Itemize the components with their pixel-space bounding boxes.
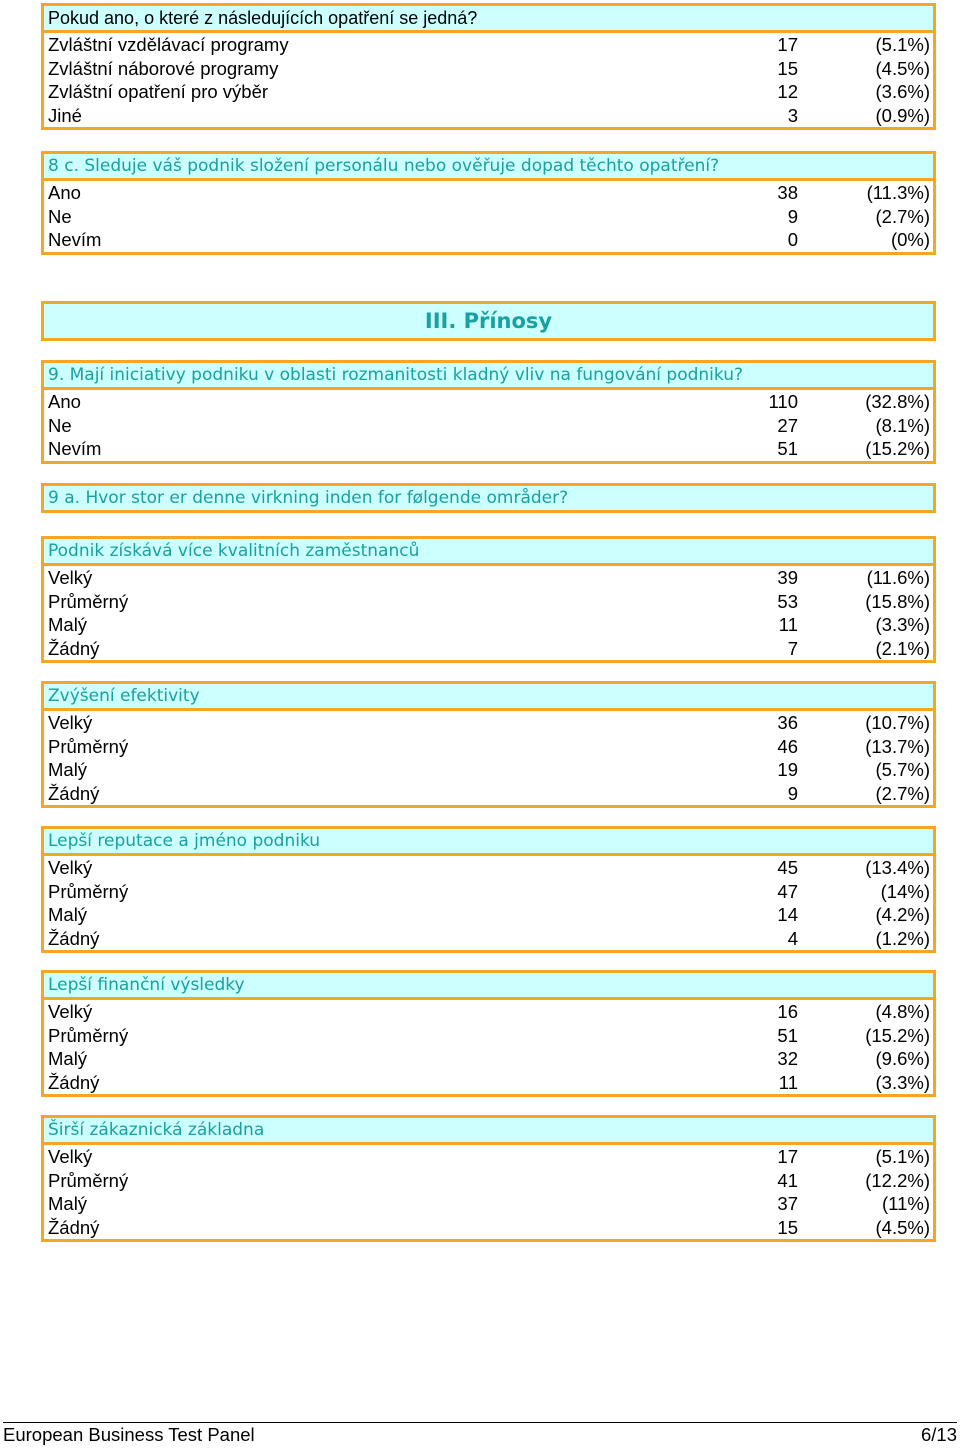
answer-row <box>44 1047 933 1071</box>
answer-percent: (3.6%) <box>875 81 930 103</box>
answer-count: 15 <box>777 1216 798 1238</box>
answer-count: 51 <box>777 438 798 460</box>
answer-percent: (2.7%) <box>875 205 930 227</box>
answer-percent: (4.2%) <box>875 904 930 926</box>
answer-label: Žádný <box>48 782 100 804</box>
answer-count: 39 <box>777 567 798 588</box>
answer-percent: (5.7%) <box>875 759 930 781</box>
answer-count: 11 <box>778 614 798 636</box>
answer-count: 12 <box>777 81 798 103</box>
answer-count: 45 <box>777 857 798 878</box>
impact-efficiency-heading: Zvýšení efektivity <box>44 684 933 711</box>
answer-label: Velký <box>48 857 93 878</box>
answer-percent: (3.3%) <box>875 1071 930 1093</box>
answer-label: Průměrný <box>48 1169 129 1191</box>
question-9-rows <box>44 390 933 461</box>
answer-row <box>44 1024 933 1048</box>
impact-customer-base-rows <box>44 1145 933 1239</box>
answer-count: 15 <box>777 57 798 79</box>
answer-count: 51 <box>777 1024 798 1046</box>
answer-label: Malý <box>48 904 88 926</box>
answer-row <box>44 1216 933 1240</box>
answer-row <box>44 390 933 414</box>
measures-rows <box>44 33 933 127</box>
answer-percent: (0%) <box>890 229 930 251</box>
answer-percent: (12.2%) <box>865 1169 930 1191</box>
question-8c-heading: 8 c. Sleduje váš podnik složení personálu nebo ověřuje dopad těchto opatření? <box>44 154 933 181</box>
answer-row <box>44 437 933 461</box>
answer-row <box>44 1192 933 1216</box>
answer-count: 38 <box>777 182 798 203</box>
impact-financial-rows <box>44 1000 933 1094</box>
answer-percent: (0.9%) <box>875 104 930 126</box>
answer-row <box>44 590 933 614</box>
answer-label: Nevím <box>48 438 102 460</box>
impact-reputation-rows <box>44 856 933 950</box>
answer-count: 9 <box>787 782 798 804</box>
answer-count: 47 <box>777 880 798 902</box>
answer-count: 7 <box>787 637 798 659</box>
answer-percent: (9.6%) <box>875 1048 930 1070</box>
answer-label: Průměrný <box>48 1024 129 1046</box>
measures-heading: Pokud ano, o které z následujících opatření se jedná? <box>44 6 933 33</box>
answer-row <box>44 711 933 735</box>
answer-count: 41 <box>777 1169 798 1191</box>
page-footer <box>3 1422 957 1447</box>
answer-label: Žádný <box>48 637 100 659</box>
answer-count: 3 <box>787 104 798 126</box>
answer-label: Průměrný <box>48 735 129 757</box>
question-9a-block <box>41 483 936 513</box>
answer-percent: (15.2%) <box>865 438 930 460</box>
answer-label: Žádný <box>48 927 100 949</box>
answer-row <box>44 566 933 590</box>
answer-count: 32 <box>777 1048 798 1070</box>
answer-percent: (2.7%) <box>875 782 930 804</box>
question-8c-rows <box>44 181 933 252</box>
answer-percent: (11%) <box>882 1193 930 1215</box>
answer-count: 11 <box>778 1071 798 1093</box>
question-9a-heading: 9 a. Hvor stor er denne virkning inden for følgende områder? <box>44 486 933 510</box>
answer-row <box>44 104 933 128</box>
answer-row <box>44 856 933 880</box>
answer-percent: (2.1%) <box>875 637 930 659</box>
answer-label: Malý <box>48 614 88 636</box>
answer-row <box>44 205 933 229</box>
answer-row <box>44 1000 933 1024</box>
answer-label: Zvláštní opatření pro výběr <box>48 81 269 103</box>
impact-reputation-block <box>41 826 936 953</box>
answer-label: Ano <box>48 182 81 203</box>
answer-count: 36 <box>777 712 798 733</box>
answer-label: Zvláštní vzdělávací programy <box>48 34 289 55</box>
answer-percent: (4.5%) <box>875 57 930 79</box>
answer-percent: (4.5%) <box>875 1216 930 1238</box>
answer-label: Průměrný <box>48 880 129 902</box>
measures-block <box>41 3 936 130</box>
answer-count: 27 <box>777 414 798 436</box>
page-number: 6/13 <box>920 1424 957 1445</box>
answer-count: 17 <box>777 34 798 55</box>
impact-customer-base-block <box>41 1115 936 1242</box>
answer-percent: (15.2%) <box>865 1024 930 1046</box>
answer-label: Jiné <box>48 104 82 126</box>
answer-row <box>44 33 933 57</box>
answer-row <box>44 758 933 782</box>
answer-label: Malý <box>48 1048 88 1070</box>
answer-label: Žádný <box>48 1216 100 1238</box>
impact-quality-employees-heading: Podnik získává více kvalitních zaměstnanců <box>44 539 933 566</box>
answer-label: Velký <box>48 1146 93 1167</box>
answer-row <box>44 637 933 661</box>
part-title: III. Přínosy <box>41 301 936 341</box>
answer-percent: (11.3%) <box>866 182 930 203</box>
footer-title: European Business Test Panel <box>3 1424 255 1445</box>
answer-label: Zvláštní náborové programy <box>48 57 279 79</box>
answer-label: Ano <box>48 391 81 412</box>
question-9-heading: 9. Mají iniciativy podniku v oblasti rozmanitosti kladný vliv na fungování podniku? <box>44 363 933 390</box>
answer-percent: (5.1%) <box>875 34 930 55</box>
answer-percent: (1.2%) <box>875 927 930 949</box>
answer-label: Velký <box>48 567 93 588</box>
answer-percent: (5.1%) <box>875 1146 930 1167</box>
answer-row <box>44 927 933 951</box>
answer-row <box>44 880 933 904</box>
answer-row <box>44 1145 933 1169</box>
impact-financial-block <box>41 970 936 1097</box>
answer-percent: (10.7%) <box>865 712 930 733</box>
answer-percent: (4.8%) <box>875 1001 930 1022</box>
answer-count: 4 <box>787 927 798 949</box>
answer-label: Ne <box>48 205 72 227</box>
answer-percent: (3.3%) <box>875 614 930 636</box>
answer-count: 19 <box>777 759 798 781</box>
answer-label: Velký <box>48 1001 93 1022</box>
answer-row <box>44 80 933 104</box>
answer-percent: (15.8%) <box>865 590 930 612</box>
answer-row <box>44 181 933 205</box>
answer-percent: (13.7%) <box>865 735 930 757</box>
answer-percent: (32.8%) <box>865 391 930 412</box>
answer-percent: (8.1%) <box>875 414 930 436</box>
answer-percent: (11.6%) <box>866 567 930 588</box>
impact-reputation-heading: Lepší reputace a jméno podniku <box>44 829 933 856</box>
answer-label: Ne <box>48 414 72 436</box>
question-8c-block <box>41 151 936 255</box>
answer-count: 9 <box>787 205 798 227</box>
answer-count: 16 <box>777 1001 798 1022</box>
answer-count: 46 <box>777 735 798 757</box>
answer-row <box>44 57 933 81</box>
answer-row <box>44 782 933 806</box>
answer-percent: (13.4%) <box>865 857 930 878</box>
answer-label: Malý <box>48 1193 88 1215</box>
answer-row <box>44 1169 933 1193</box>
impact-efficiency-rows <box>44 711 933 805</box>
answer-row <box>44 228 933 252</box>
answer-row <box>44 1071 933 1095</box>
answer-row <box>44 903 933 927</box>
answer-count: 37 <box>777 1193 798 1215</box>
impact-financial-heading: Lepší finanční výsledky <box>44 973 933 1000</box>
answer-label: Průměrný <box>48 590 129 612</box>
impact-efficiency-block <box>41 681 936 808</box>
impact-quality-employees-rows <box>44 566 933 660</box>
impact-customer-base-heading: Širší zákaznická základna <box>44 1118 933 1145</box>
answer-percent: (14%) <box>880 880 930 902</box>
answer-row <box>44 735 933 759</box>
answer-count: 53 <box>777 590 798 612</box>
impact-quality-employees-block <box>41 536 936 663</box>
answer-count: 14 <box>777 904 798 926</box>
question-9-block <box>41 360 936 464</box>
answer-row <box>44 414 933 438</box>
answer-row <box>44 613 933 637</box>
answer-label: Nevím <box>48 229 102 251</box>
answer-count: 17 <box>777 1146 798 1167</box>
answer-count: 110 <box>768 391 798 412</box>
answer-label: Malý <box>48 759 88 781</box>
answer-count: 0 <box>787 229 798 251</box>
answer-label: Velký <box>48 712 93 733</box>
answer-label: Žádný <box>48 1071 100 1093</box>
